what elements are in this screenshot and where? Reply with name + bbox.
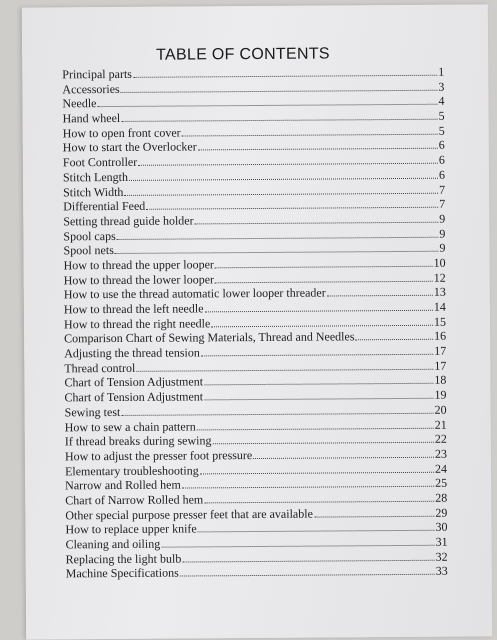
dot-leader	[182, 124, 438, 136]
dot-leader	[204, 301, 432, 313]
toc-entry-label: How to thread the right needle	[63, 316, 211, 332]
toc-entry-page: 32	[435, 549, 448, 564]
page-title: TABLE OF CONTENTS	[156, 45, 330, 64]
dot-leader	[204, 492, 434, 504]
toc-entry-label: How to use the thread automatic lower looper threader	[63, 285, 326, 302]
toc-entry-page: 12	[433, 270, 446, 285]
toc-entry-page: 6	[438, 167, 446, 182]
toc-entry-page: 29	[435, 505, 448, 520]
toc-entry-label: How to sew a chain pattern	[64, 418, 196, 434]
toc-entry-label: Needle	[62, 96, 97, 111]
table-of-contents	[62, 65, 448, 582]
toc-entry-page: 23	[434, 446, 447, 461]
dot-leader	[197, 418, 434, 430]
toc-entry-label: Principal parts	[62, 66, 132, 82]
toc-entry-label: How to replace upper knife	[65, 521, 197, 537]
dot-leader	[133, 66, 437, 78]
toc-entry-label: Stitch Width	[63, 184, 124, 199]
dot-leader	[253, 448, 434, 459]
toc-entry-page: 5	[438, 108, 445, 123]
dot-leader	[314, 506, 435, 517]
dot-leader	[97, 95, 437, 107]
dot-leader	[204, 389, 433, 401]
dot-leader	[198, 521, 435, 533]
toc-entry-label: Cleaning and oiling	[65, 536, 161, 552]
toc-entry-page: 24	[434, 461, 448, 476]
dot-leader	[115, 242, 439, 254]
toc-entry-label: Stitch Length	[62, 169, 129, 185]
toc-entry-page: 15	[433, 314, 447, 329]
toc-entry-label: Setting thread guide holder	[63, 213, 194, 229]
toc-entry-label: Chart of Tension Adjustment	[64, 389, 204, 405]
toc-entry-label: If thread breaks during sewing	[64, 433, 212, 449]
toc-entry-page: 3	[438, 79, 445, 94]
toc-entry-page: 31	[435, 534, 448, 549]
dot-leader	[215, 271, 433, 283]
dot-leader	[212, 433, 433, 445]
dot-leader	[198, 139, 438, 151]
dot-leader	[121, 110, 437, 122]
dot-leader	[182, 550, 434, 562]
toc-entry-label: How to thread the upper looper	[63, 257, 214, 273]
toc-entry-page: 9	[439, 211, 446, 226]
toc-entry-label: Differential Feed	[63, 198, 146, 214]
dot-leader	[195, 213, 439, 225]
toc-entry-label: How to open front cover	[62, 125, 181, 141]
dot-leader	[200, 462, 434, 474]
toc-entry-page: 17	[434, 343, 447, 358]
toc-entry-label: How to start the Overlocker	[62, 139, 197, 155]
dot-leader	[215, 257, 433, 269]
toc-entry-label: Chart of Narrow Rolled hem	[65, 492, 204, 508]
toc-entry-page: 13	[433, 284, 446, 300]
toc-entry-page: 6	[438, 152, 445, 167]
toc-entry-label: Comparison Chart of Sewing Materials, Thread and Needles	[64, 329, 355, 346]
dot-leader	[117, 227, 439, 239]
toc-entry-label: Sewing test	[64, 404, 121, 420]
dot-leader	[180, 565, 435, 577]
dot-leader	[211, 315, 433, 327]
dot-leader	[355, 330, 433, 341]
toc-entry-label: Spool nets	[63, 243, 114, 258]
toc-entry-label: Foot Controller	[62, 154, 138, 170]
toc-entry-label: Replacing the light bulb	[65, 551, 182, 567]
dot-leader	[121, 404, 433, 416]
toc-entry-page: 7	[439, 182, 446, 197]
toc-entry-page: 16	[434, 329, 447, 344]
toc-entry-label: Hand wheel	[62, 111, 121, 126]
dot-leader	[146, 198, 438, 210]
toc-entry-page: 6	[438, 138, 445, 153]
toc-entry-label: Adjusting the thread tension	[64, 345, 200, 361]
toc-entry-page: 22	[434, 431, 447, 446]
toc-entry-label: Machine Specifications	[65, 565, 179, 581]
toc-entry-page: 9	[439, 226, 446, 241]
toc-entry-page: 1	[438, 64, 445, 79]
toc-entry-label: Other special purpose presser feet that are available	[65, 506, 313, 522]
dot-leader	[182, 477, 434, 489]
dot-leader	[136, 360, 433, 372]
dot-leader	[204, 374, 433, 386]
toc-entry-label: How to thread the left needle	[63, 301, 204, 317]
dot-leader	[121, 80, 438, 92]
toc-entry-page: 20	[434, 402, 447, 417]
toc-entry-page: 33	[435, 564, 448, 579]
dot-leader	[124, 183, 438, 195]
toc-entry-label: Chart of Tension Adjustment	[64, 374, 204, 390]
dot-leader	[161, 536, 434, 548]
toc-entry-page: 9	[439, 240, 446, 255]
manual-page	[22, 4, 492, 639]
toc-entry-label: Thread control	[64, 360, 136, 376]
toc-entry-page: 4	[438, 94, 445, 109]
toc-entry-label: How to adjust the presser foot pressure	[64, 447, 253, 464]
dot-leader	[327, 286, 433, 297]
toc-entry-page: 25	[435, 475, 448, 491]
toc-entry-page: 10	[433, 255, 446, 270]
toc-entry-page: 19	[434, 387, 447, 402]
dot-leader	[129, 169, 438, 181]
toc-entry-page: 7	[439, 196, 446, 211]
toc-entry-label: How to thread the lower looper	[63, 271, 215, 287]
toc-entry-page: 28	[435, 490, 448, 505]
toc-entry-label: Narrow and Rolled hem	[65, 477, 181, 493]
toc-entry-page: 21	[434, 417, 447, 432]
toc-entry-page: 5	[438, 123, 445, 138]
toc-entry-label: Accessories	[62, 81, 120, 97]
toc-entry-page: 17	[434, 358, 447, 373]
dot-leader	[201, 345, 433, 357]
toc-entry-page: 18	[434, 373, 447, 388]
toc-entry-page: 30	[435, 519, 448, 535]
toc-entry	[66, 564, 448, 581]
dot-leader	[138, 154, 438, 166]
toc-entry-page: 14	[433, 299, 446, 314]
toc-entry-label: Spool caps	[63, 228, 116, 243]
toc-entry-label: Elementary troubleshooting	[64, 462, 199, 478]
